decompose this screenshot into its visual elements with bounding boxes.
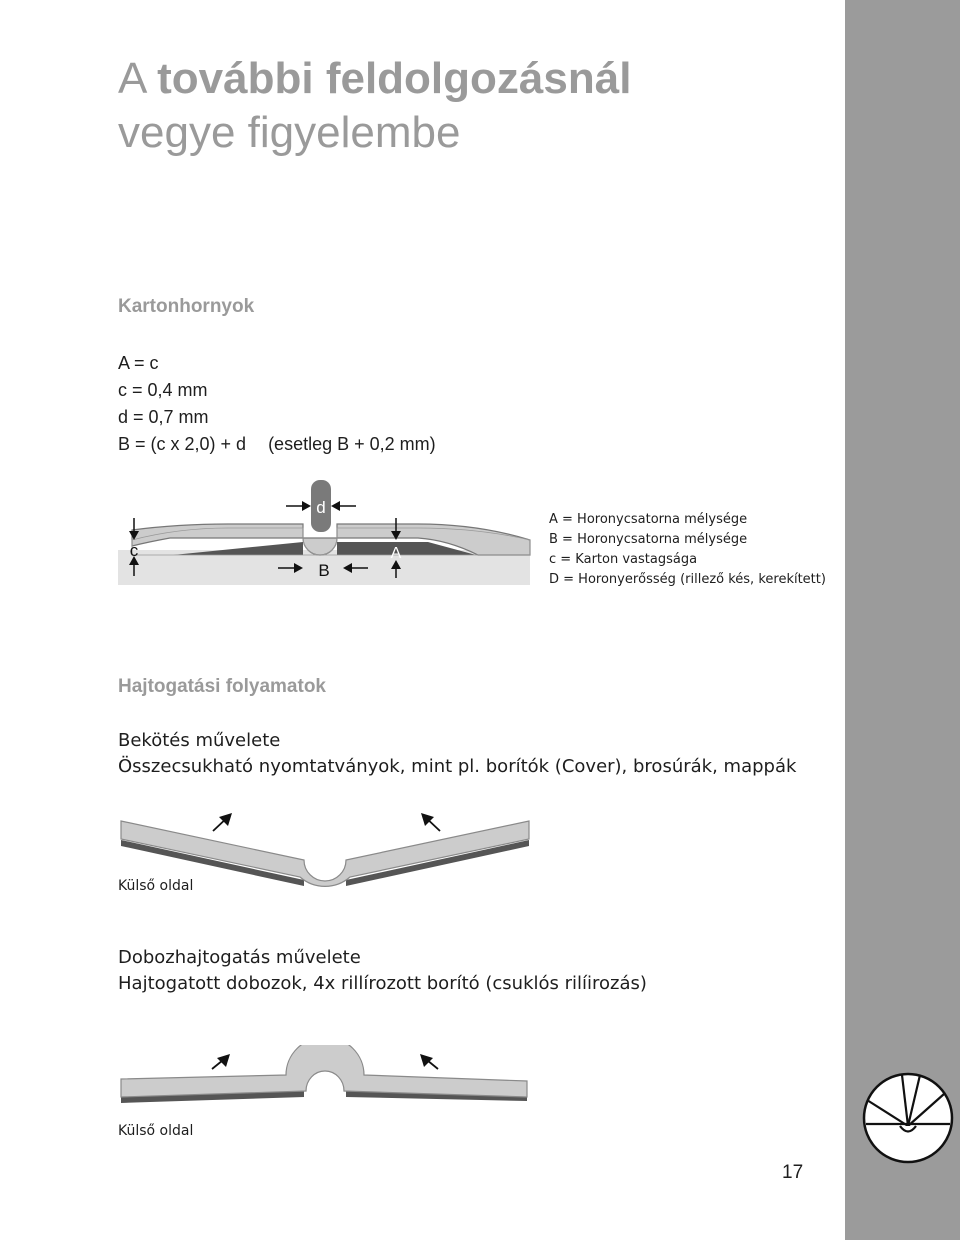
binding-fold-diagram — [118, 805, 538, 915]
fold-angle-circle-icon — [862, 1072, 954, 1164]
legend-item: B = Horonycsatorna mélysége — [549, 532, 748, 547]
side-bar — [845, 0, 960, 1240]
formula-row: A = c — [118, 353, 159, 373]
page-number: 17 — [782, 1162, 804, 1183]
op2-title: Dobozhajtogatás művelete — [118, 947, 361, 968]
crease-legend — [549, 510, 826, 590]
label-c: c — [129, 541, 139, 560]
legend-item: c = Karton vastagsága — [549, 552, 698, 567]
section-heading-crease: Kartonhornyok — [118, 296, 255, 317]
title-light: A — [118, 54, 158, 103]
title-bold: további feldolgozásnál — [157, 54, 632, 103]
op2-desc: Hajtogatott dobozok, 4x rillírozott borító (csuklós rilíirozás) — [118, 973, 647, 994]
box-fold-diagram — [118, 1045, 538, 1125]
section-heading-folding: Hajtogatási folyamatok — [118, 676, 326, 697]
op1-desc: Összecsukható nyomtatványok, mint pl. borítók (Cover), brosúrák, mappák — [118, 756, 797, 777]
page-title — [118, 52, 631, 160]
formula-extra: (esetleg B + 0,2 mm) — [268, 434, 436, 454]
title-line2: vegye figyelembe — [118, 108, 461, 157]
legend-item: D = Horonyerősség (rillező kés, kerekített) — [549, 572, 826, 587]
op2-side-label: Külső oldal — [118, 1123, 194, 1139]
formula-block — [118, 350, 436, 458]
crease-cross-section-diagram — [118, 480, 538, 590]
op1-title: Bekötés művelete — [118, 730, 281, 751]
label-A: A — [390, 545, 402, 562]
op1-side-label: Külső oldal — [118, 878, 194, 894]
legend-item: A = Horonycsatorna mélysége — [549, 512, 748, 527]
formula-row: B = (c x 2,0) + d (esetleg B + 0,2 mm) — [118, 434, 436, 454]
label-B: B — [318, 561, 330, 580]
formula-row: d = 0,7 mm — [118, 407, 209, 427]
formula-row: c = 0,4 mm — [118, 380, 208, 400]
label-d: d — [316, 498, 326, 517]
